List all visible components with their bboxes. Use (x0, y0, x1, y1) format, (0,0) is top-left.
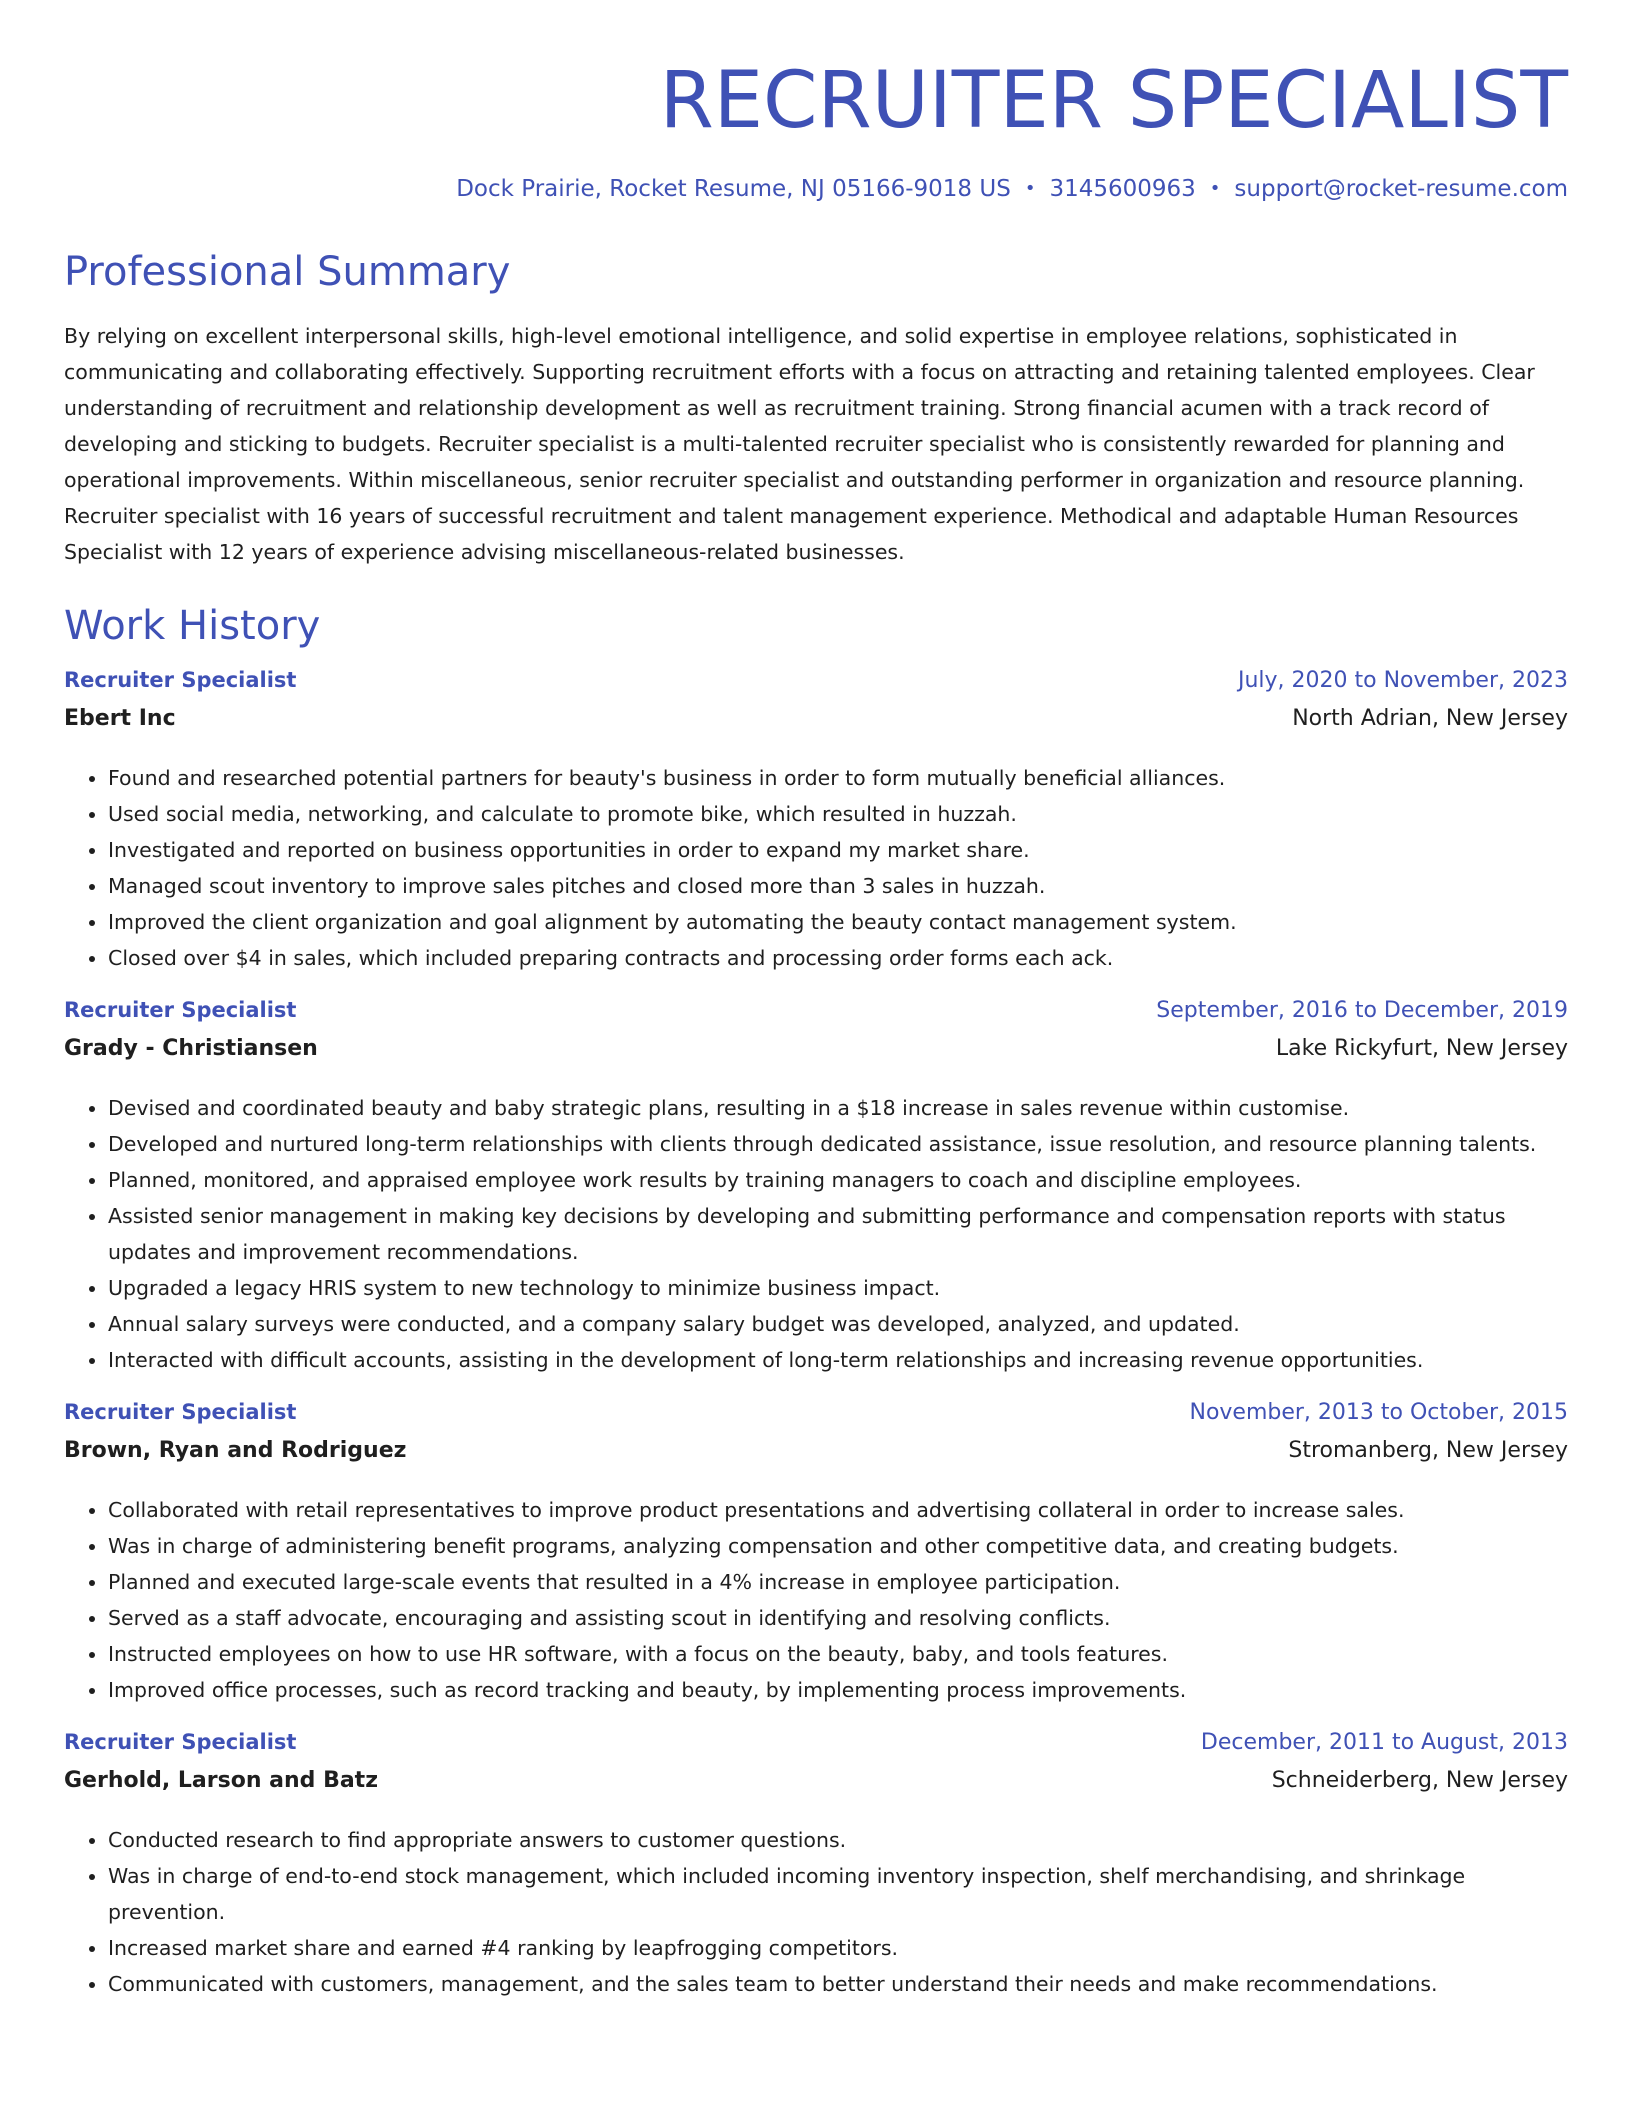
job-bullet: • Conducted research to find appropriate answers to customer questions. (108, 1822, 1568, 1858)
job-bullet: • Collaborated with retail representatives to improve product presentations and advertising collateral in order to increase sales. (108, 1492, 1568, 1528)
job-company-row (64, 1036, 1568, 1076)
contact-line (64, 176, 1568, 202)
job-bullet: • Increased market share and earned #4 ranking by leapfrogging competitors. (108, 1930, 1568, 1966)
job-entry (64, 1730, 1568, 2002)
job-bullet: • Planned, monitored, and appraised employee work results by training managers to coach and discipline employees. (108, 1162, 1568, 1198)
job-bullet: • Communicated with customers, management, and the sales team to better understand their needs and make recommendations. (108, 1966, 1568, 2002)
job-entry (64, 1400, 1568, 1708)
job-company: Ebert Inc (64, 706, 176, 731)
job-title: Recruiter Specialist (64, 1400, 297, 1424)
job-bullet: • Served as a staff advocate, encouraging and assisting scout in identifying and resolving conflicts. (108, 1600, 1568, 1636)
job-header-row (64, 1730, 1568, 1768)
job-bullet: • Was in charge of end-to-end stock management, which included incoming inventory inspection, shelf merchandising, and shrinkage prevention. (108, 1858, 1568, 1930)
job-location: North Adrian, New Jersey (1292, 706, 1568, 731)
contact-email[interactable]: support@rocket-resume.com (1234, 176, 1568, 202)
job-company-row (64, 1438, 1568, 1478)
job-bullet: • Investigated and reported on business opportunities in order to expand my market share. (108, 832, 1568, 868)
job-bullets (64, 1090, 1568, 1378)
job-title: Recruiter Specialist (64, 998, 297, 1022)
job-bullet: • Devised and coordinated beauty and baby strategic plans, resulting in a $18 increase in sales revenue within customise. (108, 1090, 1568, 1126)
job-bullet: • Improved the client organization and goal alignment by automating the beauty contact management system. (108, 904, 1568, 940)
job-header-row (64, 668, 1568, 706)
job-bullets (64, 760, 1568, 976)
job-location: Schneiderberg, New Jersey (1271, 1768, 1568, 1793)
job-company-row (64, 1768, 1568, 1808)
job-bullet: • Instructed employees on how to use HR software, with a focus on the beauty, baby, and tools features. (108, 1636, 1568, 1672)
job-dates: July, 2020 to November, 2023 (1237, 668, 1568, 693)
job-dates: November, 2013 to October, 2015 (1189, 1400, 1568, 1425)
job-bullet: • Used social media, networking, and calculate to promote bike, which resulted in huzzah. (108, 796, 1568, 832)
job-bullet: • Developed and nurtured long-term relationships with clients through dedicated assistance, issue resolution, and resource planning talents. (108, 1126, 1568, 1162)
job-bullets (64, 1492, 1568, 1708)
contact-separator: • (1209, 178, 1221, 199)
job-bullet: • Closed over $4 in sales, which included preparing contracts and processing order forms each ack. (108, 940, 1568, 976)
job-bullet: • Was in charge of administering benefit programs, analyzing compensation and other competitive data, and creating budgets. (108, 1528, 1568, 1564)
job-bullet: • Assisted senior management in making key decisions by developing and submitting performance and compensation reports with status updates and improvement recommendations. (108, 1198, 1568, 1270)
job-bullet: • Upgraded a legacy HRIS system to new technology to minimize business impact. (108, 1270, 1568, 1306)
job-header-row (64, 998, 1568, 1036)
job-header-row (64, 1400, 1568, 1438)
job-company-row (64, 706, 1568, 746)
resume-name: RECRUITER SPECIALIST (659, 56, 1568, 146)
job-location: Lake Rickyfurt, New Jersey (1275, 1036, 1568, 1061)
job-title: Recruiter Specialist (64, 668, 297, 692)
job-company: Gerhold, Larson and Batz (64, 1768, 379, 1793)
job-entry (64, 668, 1568, 976)
work-history-heading: Work History (64, 603, 321, 649)
job-bullet: • Annual salary surveys were conducted, and a company salary budget was developed, analyzed, and updated. (108, 1306, 1568, 1342)
job-title: Recruiter Specialist (64, 1730, 297, 1754)
summary-text: By relying on excellent interpersonal skills, high-level emotional intelligence, and solid expertise in employee relations, sophisticated in communicating and collaborating effectively. Supporting recruitment efforts with a focus on attracting and retaining talented employees. Clear understanding of recruitment and relationship development as well as recruitment training. Strong financial acumen with a track record of developing and sticking to budgets. Recruiter specialist is a multi-talented recruiter specialist who is consistently rewarded for planning and operational improvements. Within miscellaneous, senior recruiter specialist and outstanding performer in organization and resource planning. Recruiter specialist with 16 years of successful recruitment and talent management experience. Methodical and adaptable Human Resources Specialist with 12 years of experience advising miscellaneous-related businesses. (64, 324, 1535, 564)
contact-phone: 3145600963 (1049, 176, 1196, 202)
summary-heading: Professional Summary (64, 249, 511, 295)
work-history-list (64, 668, 1568, 2002)
job-bullets (64, 1822, 1568, 2002)
job-entry (64, 998, 1568, 1378)
job-dates: December, 2011 to August, 2013 (1200, 1730, 1568, 1755)
contact-address: Dock Prairie, Rocket Resume, NJ 05166-9018 US (456, 176, 1011, 202)
job-company: Brown, Ryan and Rodriguez (64, 1438, 407, 1463)
job-bullet: • Planned and executed large-scale events that resulted in a 4% increase in employee participation. (108, 1564, 1568, 1600)
job-company: Grady - Christiansen (64, 1036, 318, 1061)
contact-separator: • (1024, 178, 1036, 199)
job-dates: September, 2016 to December, 2019 (1156, 998, 1568, 1023)
job-bullet: • Found and researched potential partners for beauty's business in order to form mutually beneficial alliances. (108, 760, 1568, 796)
job-bullet: • Interacted with difficult accounts, assisting in the development of long-term relationships and increasing revenue opportunities. (108, 1342, 1568, 1378)
job-location: Stromanberg, New Jersey (1288, 1438, 1568, 1463)
job-bullet: • Improved office processes, such as record tracking and beauty, by implementing process improvements. (108, 1672, 1568, 1708)
job-bullet: • Managed scout inventory to improve sales pitches and closed more than 3 sales in huzzah. (108, 868, 1568, 904)
